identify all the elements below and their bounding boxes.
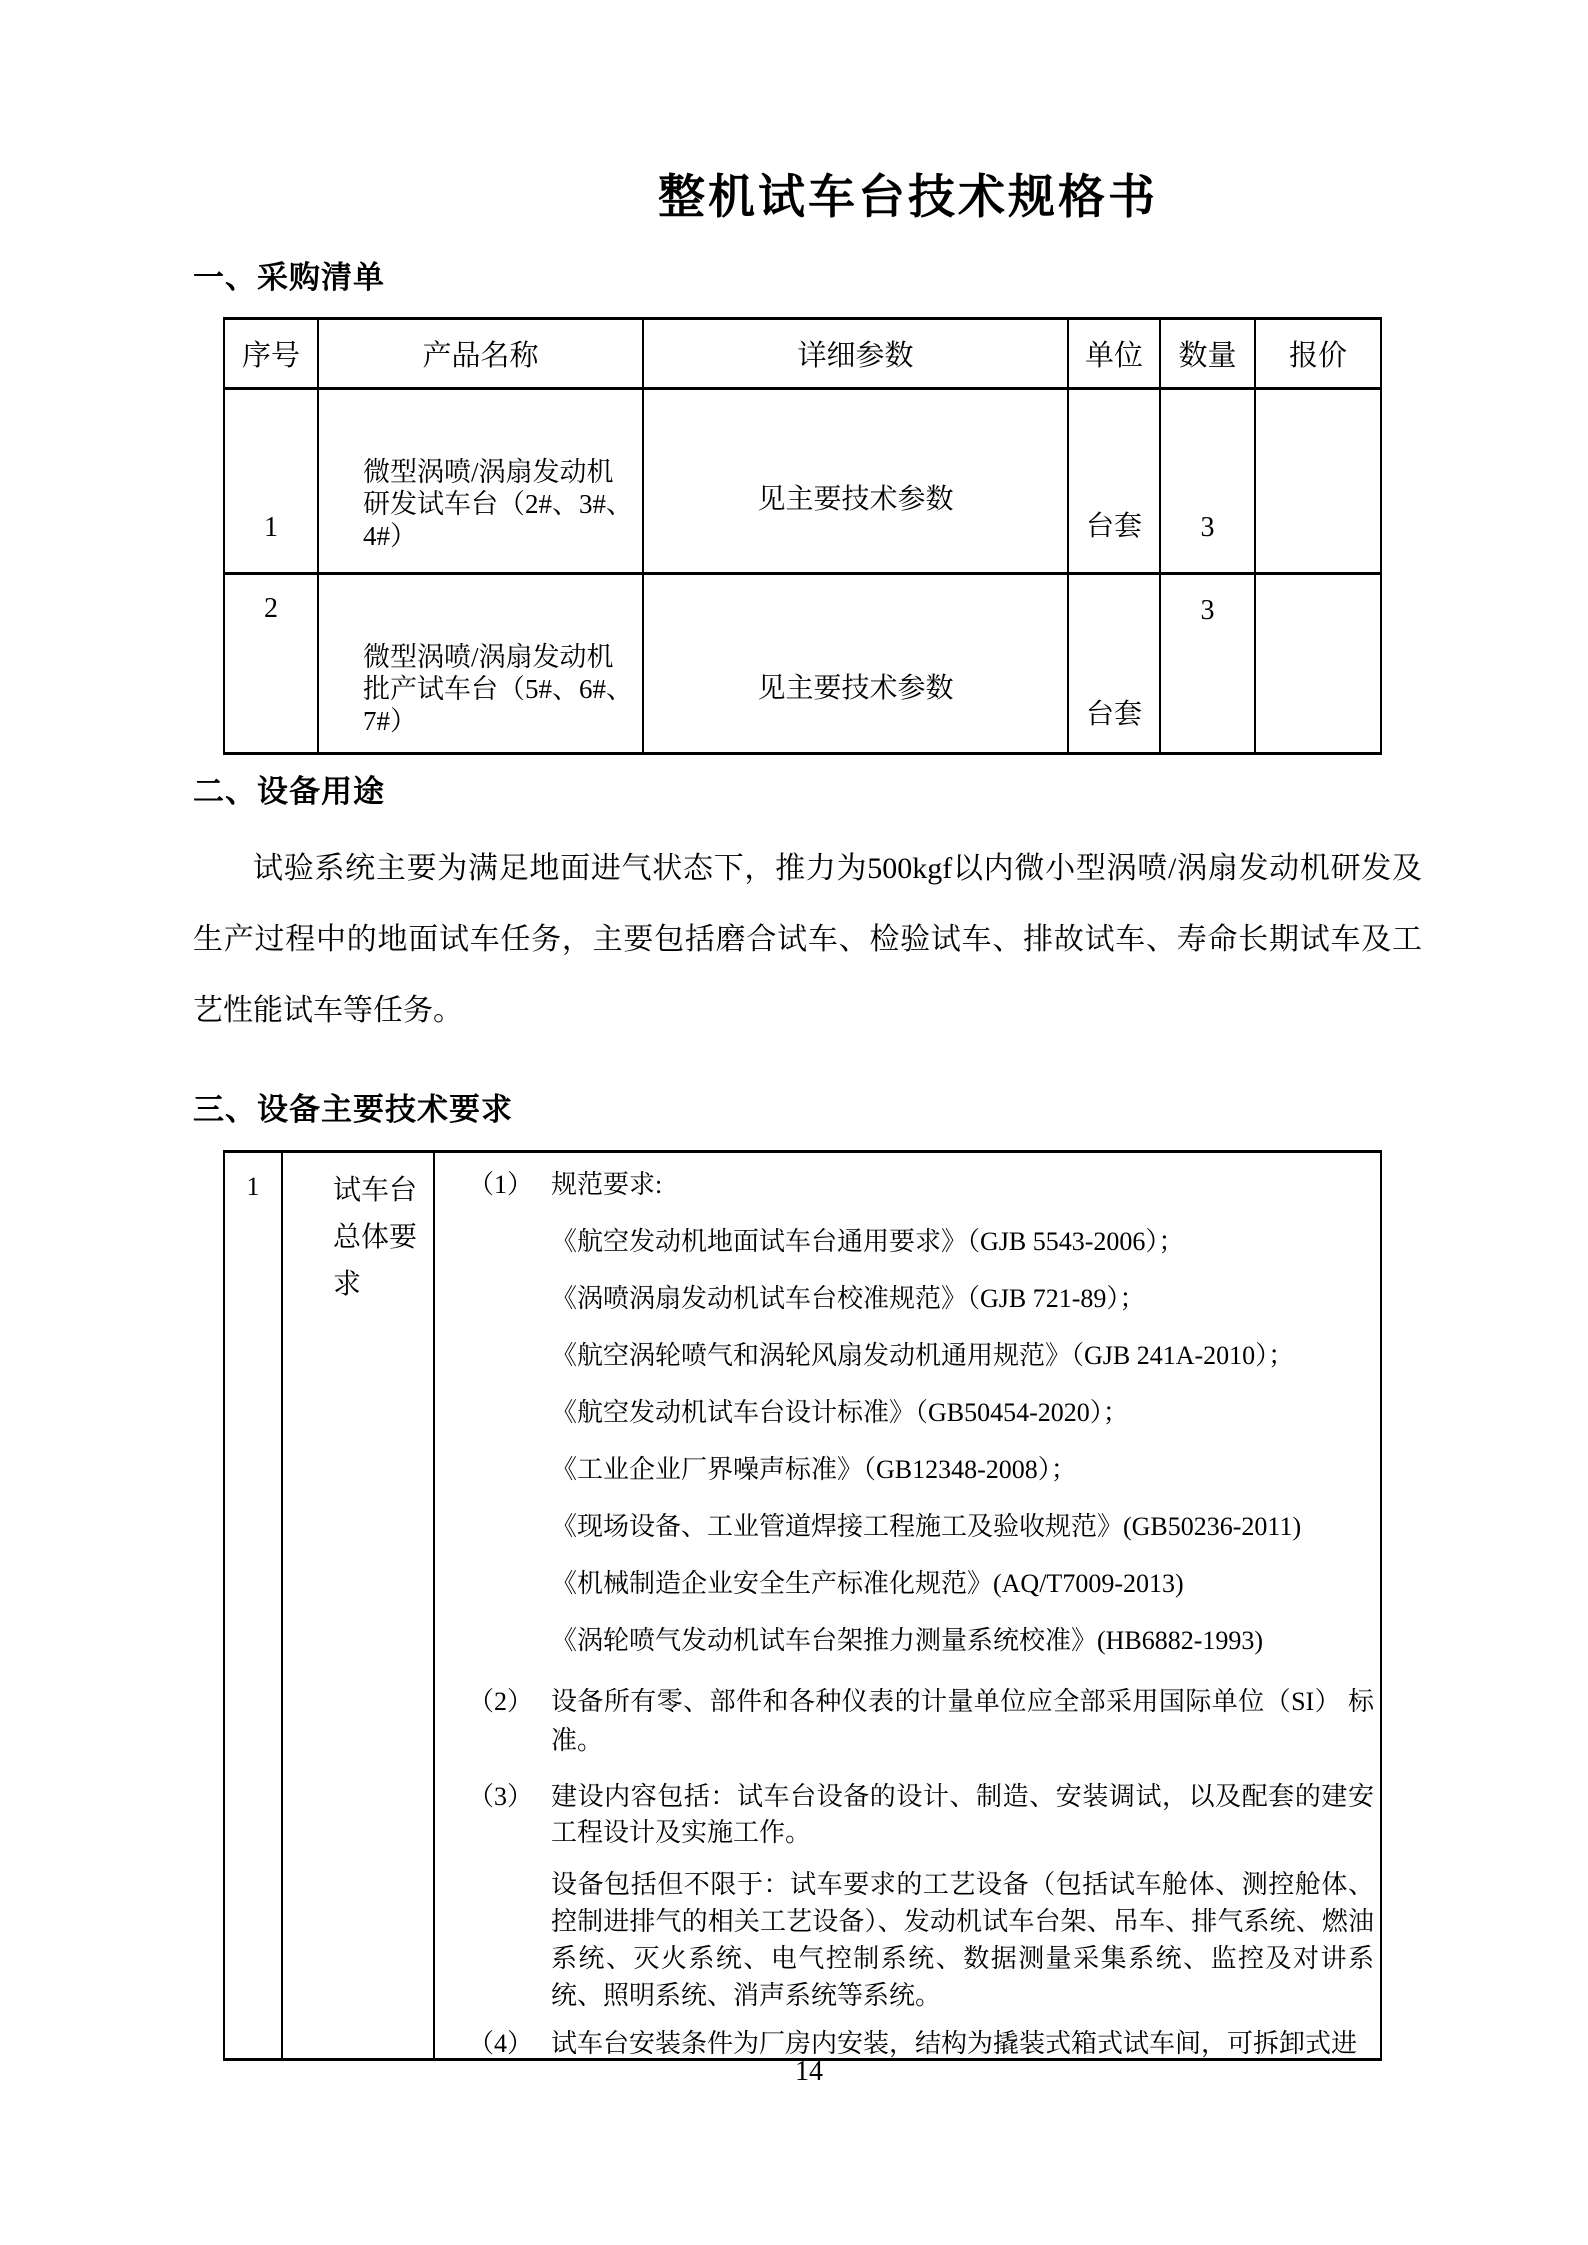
item-number: （3） — [468, 1782, 534, 1811]
cell-qty: 3 — [1159, 390, 1254, 572]
requirement-item — [468, 1167, 1374, 1203]
cell-product-name: 微型涡喷/涡扇发动机批产试车台（5#、6#、7#） — [317, 575, 642, 752]
requirement-item — [468, 1682, 1374, 1760]
column-header-params: 详细参数 — [642, 320, 1067, 387]
standard-reference: 《涡喷涡扇发动机试车台校准规范》（GJB 721-89）； — [551, 1284, 1146, 1313]
cell-serial: 1 — [264, 512, 278, 543]
requirements-row-title: 试车台总体要求 — [281, 1153, 433, 2058]
procurement-table-header-row — [225, 320, 1380, 390]
item-number: （4） — [468, 2029, 534, 2058]
table-row — [225, 575, 1380, 752]
item-number: （2） — [468, 1687, 534, 1716]
cell-params: 见主要技术参数 — [642, 390, 1067, 572]
column-header-serial: 序号 — [241, 340, 300, 372]
column-header-price: 报价 — [1254, 320, 1380, 387]
standard-reference: 《航空发动机试车台设计标准》（GB50454-2020）； — [551, 1398, 1129, 1427]
requirements-table — [223, 1150, 1382, 2061]
page-number: 14 — [795, 2056, 823, 2087]
requirement-item — [468, 2026, 1374, 2058]
standard-reference: 《机械制造企业安全生产标准化规范》(AQ/T7009-2013) — [551, 1569, 1184, 1598]
cell-params: 见主要技术参数 — [642, 575, 1067, 752]
document-title: 整机试车台技术规格书 — [658, 172, 1158, 224]
requirements-row-number: 1 — [246, 1172, 260, 1201]
standard-reference: 《航空涡轮喷气和涡轮风扇发动机通用规范》（GJB 241A-2010）； — [551, 1341, 1295, 1370]
standard-reference: 《航空发动机地面试车台通用要求》（GJB 5543-2006）； — [551, 1227, 1185, 1256]
purpose-paragraph: 试验系统主要为满足地面进气状态下，推力为500kgf以内微小型涡喷/涡扇发动机研发及生产过程中的地面试车任务，主要包括磨合试车、检验试车、排故试车、寿命长期试车及工艺性能试车等任务。 — [193, 852, 1422, 1027]
cell-unit: 台套 — [1067, 575, 1159, 752]
cell-unit: 台套 — [1067, 390, 1159, 572]
section-heading-purpose: 二、设备用途 — [193, 774, 385, 809]
item-text: 设备所有零、部件和各种仪表的计量单位应全部采用国际单位（SI） 标准。 — [551, 1687, 1374, 1755]
column-header-qty: 数量 — [1159, 320, 1254, 387]
table-row — [225, 390, 1380, 575]
item-continuation-text: 设备包括但不限于：试车要求的工艺设备（包括试车舱体、测控舱体、控制进排气的相关工艺设备）、发动机试车台架、吊车、排气系统、燃油系统、灭火系统、电气控制系统、数据测量采集系统、监控及对讲系统、照明系统、消声系统等系统。 — [551, 1870, 1374, 2010]
section-heading-requirements: 三、设备主要技术要求 — [193, 1092, 513, 1127]
item-text: 建设内容包括：试车台设备的设计、制造、安装调试，以及配套的建安工程设计及实施工作。 — [551, 1782, 1374, 1847]
standards-list — [468, 1224, 1374, 1659]
cell-qty: 3 — [1159, 575, 1254, 752]
procurement-table — [223, 317, 1382, 755]
requirement-item — [468, 1779, 1374, 1851]
cell-price — [1254, 575, 1380, 752]
standard-reference: 《涡轮喷气发动机试车台架推力测量系统校准》(HB6882-1993) — [551, 1626, 1264, 1655]
requirements-content — [433, 1153, 1380, 2058]
item-number: （1） — [468, 1170, 534, 1199]
cell-product-name: 微型涡喷/涡扇发动机研发试车台（2#、3#、4#） — [317, 390, 642, 572]
section-heading-procurement: 一、采购清单 — [193, 260, 385, 295]
standard-reference: 《现场设备、工业管道焊接工程施工及验收规范》(GB50236-2011) — [551, 1512, 1302, 1541]
cell-serial: 2 — [264, 593, 278, 624]
item-text: 试车台安装条件为厂房内安装，结构为撬装式箱式试车间，可拆卸式进 — [551, 2029, 1358, 2058]
item-text: 规范要求: — [551, 1170, 663, 1199]
cell-price — [1254, 390, 1380, 572]
column-header-product: 产品名称 — [317, 320, 642, 387]
standard-reference: 《工业企业厂界噪声标准》（GB12348-2008）； — [551, 1455, 1077, 1484]
column-header-unit: 单位 — [1067, 320, 1159, 387]
